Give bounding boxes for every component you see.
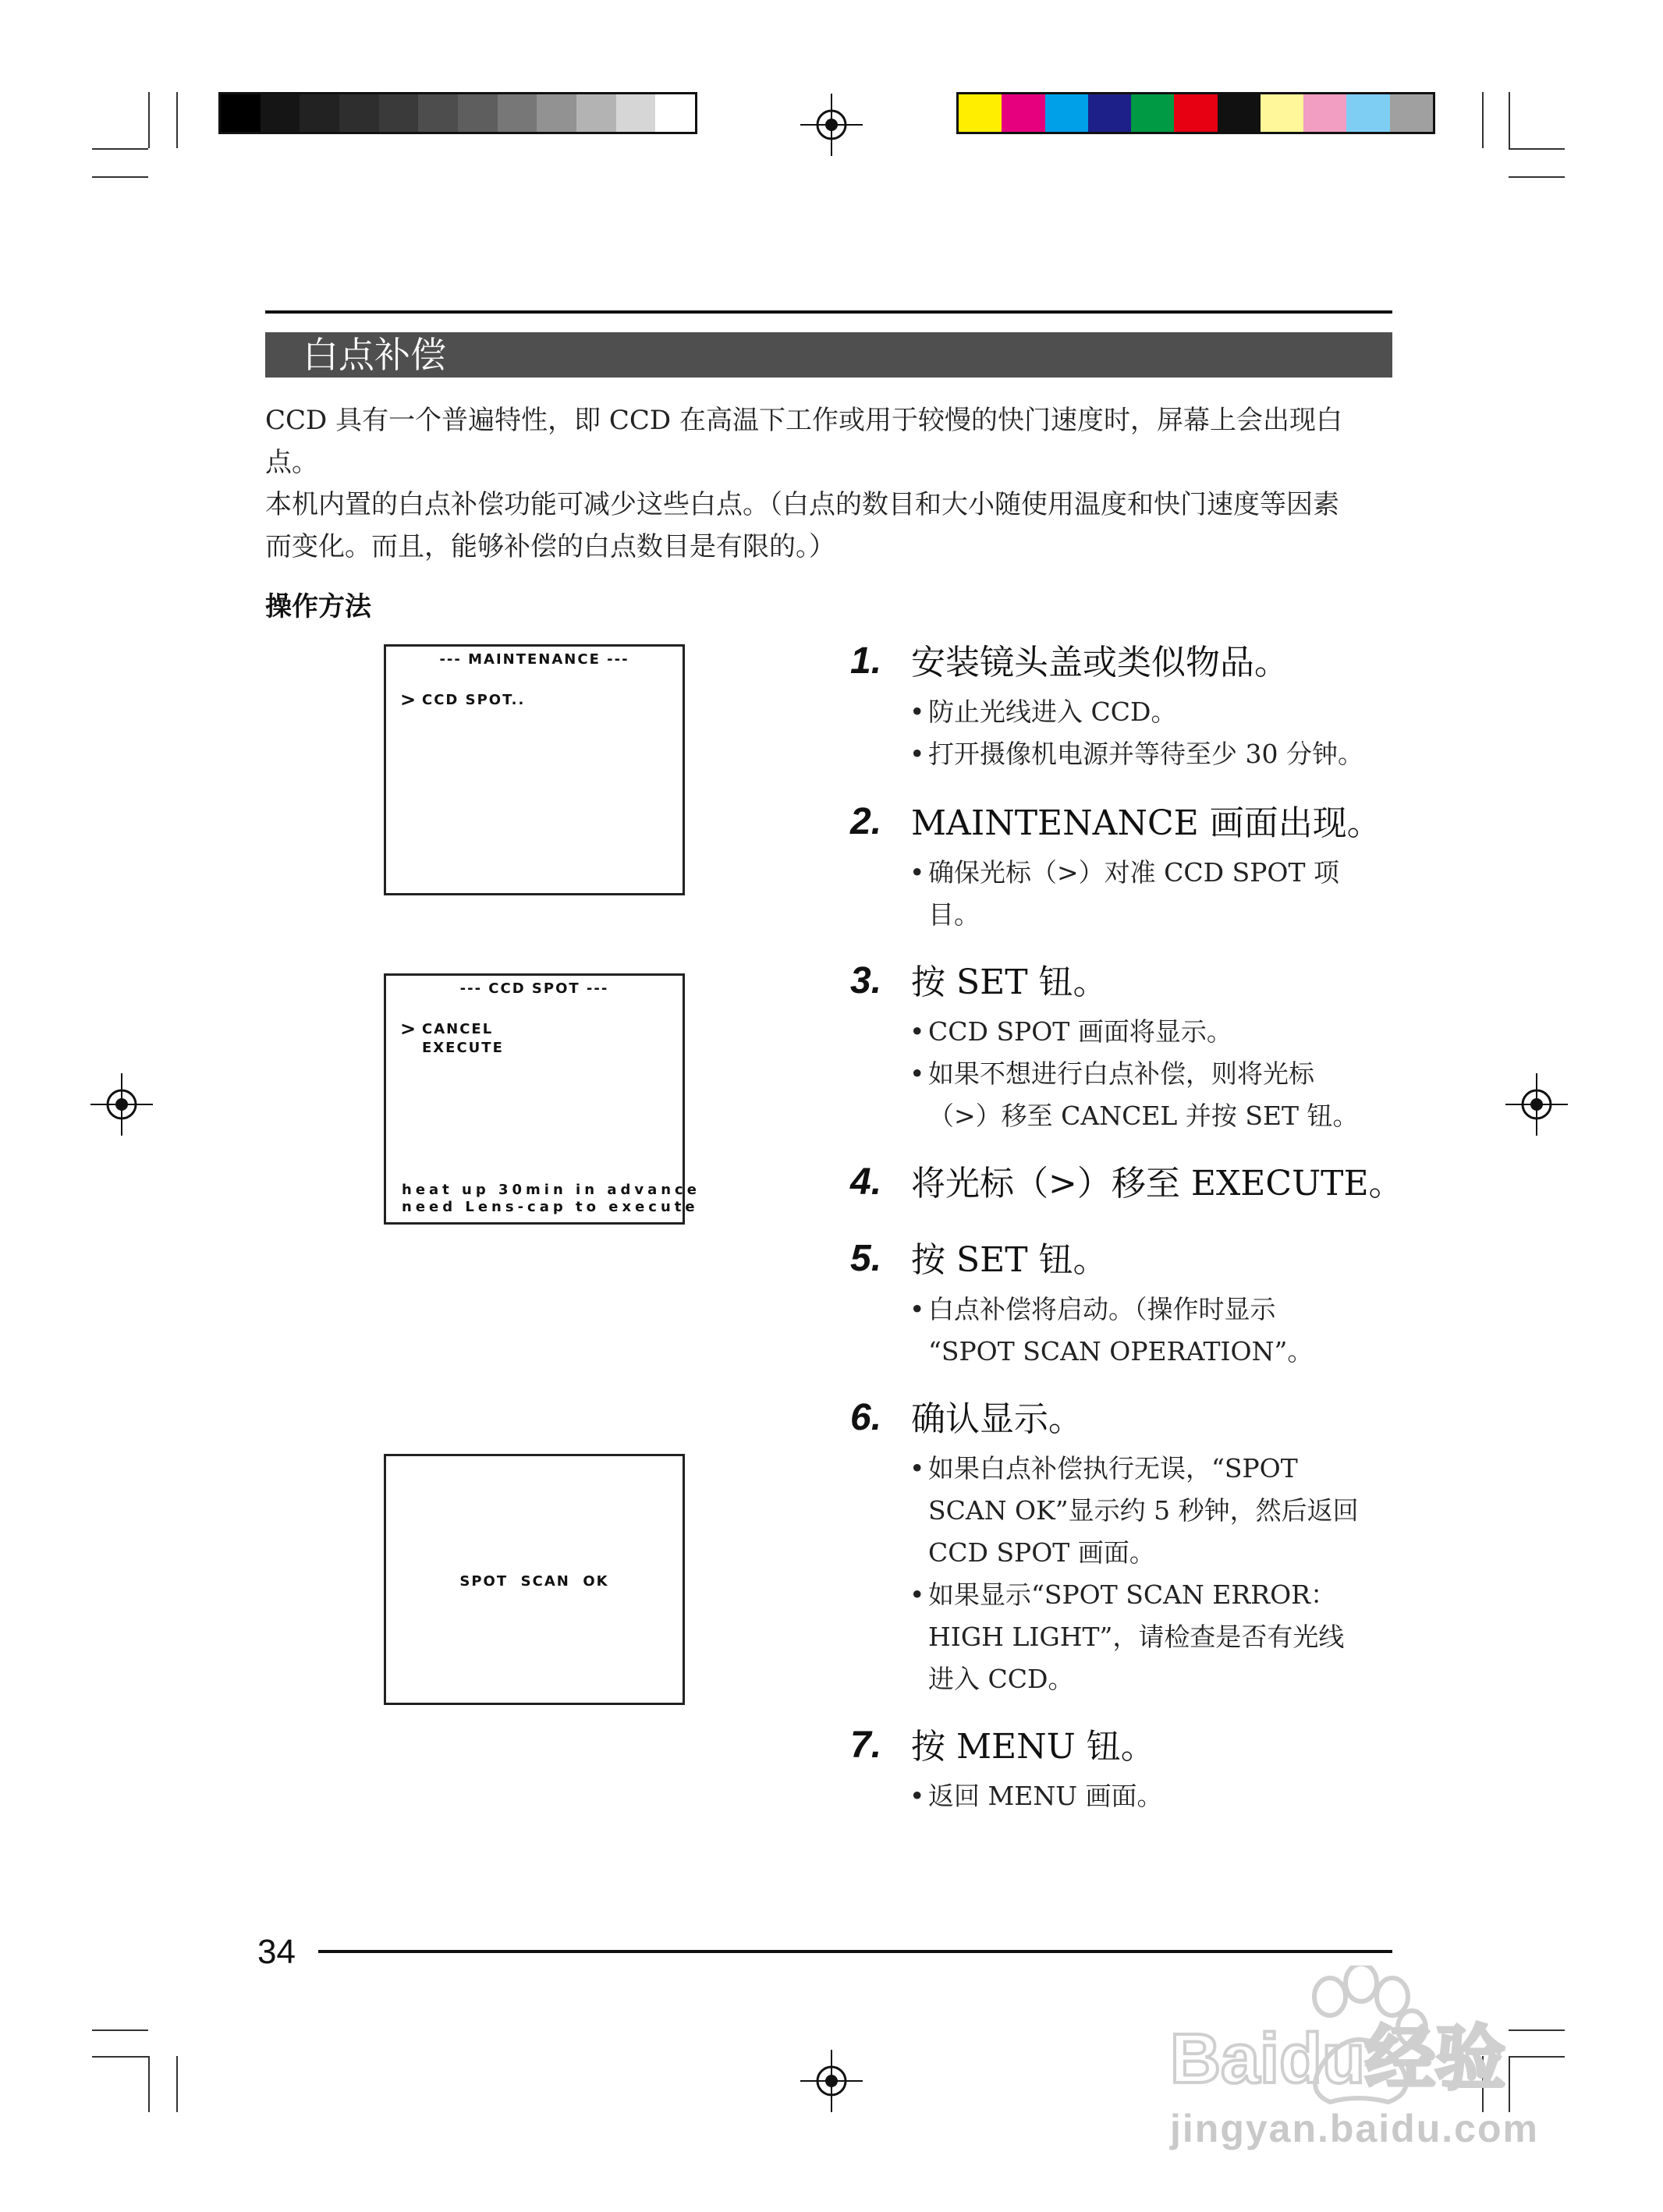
step-number: 2. — [850, 801, 882, 842]
calibration-swatch — [379, 94, 419, 132]
step-bullet: • 如果不想进行白点补偿，则将光标 （>）移至 CANCEL 并按 SET 钮。 — [910, 1058, 1359, 1131]
calibration-swatch — [339, 94, 379, 132]
screen-header: --- CCD SPOT --- — [459, 980, 609, 997]
step-title: 按 SET 钮。 — [911, 962, 1108, 1002]
grayscale-calibration-strip — [218, 92, 697, 134]
calibration-swatch — [1045, 94, 1088, 132]
registration-mark-icon — [90, 1073, 153, 1136]
intro-line: 而变化。而且，能够补偿的白点数目是有限的。） — [265, 531, 835, 562]
step-number: 6. — [850, 1397, 882, 1438]
screen-footer-line: need Lens-cap to execute — [402, 1199, 699, 1215]
section-title: 白点补偿 — [303, 334, 446, 376]
calibration-swatch — [261, 94, 300, 132]
step-title: 安装镜头盖或类似物品。 — [911, 643, 1289, 682]
intro-line: 本机内置的白点补偿功能可减少这些白点。（白点的数目和大小随使用温度和快门速度等因素 — [265, 489, 1339, 520]
crop-mark — [92, 176, 148, 178]
crop-mark — [148, 92, 150, 148]
registration-mark-icon — [800, 2050, 863, 2112]
step-bullet: • 打开摄像机电源并等待至少 30 分钟。 — [910, 739, 1363, 769]
ccd-spot-screen — [384, 973, 700, 1225]
screen-header: --- MAINTENANCE --- — [439, 651, 629, 668]
calibration-swatch — [1088, 94, 1131, 132]
calibration-swatch — [537, 94, 576, 132]
crop-mark — [1509, 148, 1565, 150]
menu-item-ccd-spot: CCD SPOT.. — [422, 692, 526, 708]
step-bullet: • 防止光线进入 CCD。 — [910, 697, 1177, 727]
step-bullet: • 确保光标（>）对准 CCD SPOT 项 目。 — [910, 857, 1339, 930]
watermark-url: jingyan.baidu.com — [1170, 2107, 1539, 2150]
registration-mark-icon — [800, 94, 863, 156]
bottom-rule — [318, 1950, 1392, 1953]
crop-mark — [1482, 92, 1484, 148]
calibration-swatch — [498, 94, 537, 132]
calibration-swatch — [1346, 94, 1389, 132]
screen-footer-line: heat up 30min in advance — [402, 1182, 700, 1198]
step-number: 4. — [850, 1161, 882, 1203]
crop-mark — [1509, 176, 1565, 178]
step-bullet: • 如果显示“SPOT SCAN ERROR： HIGH LIGHT”，请检查是否有光线 进入 CCD。 — [910, 1579, 1345, 1694]
calibration-swatch — [1390, 94, 1433, 132]
spot-scan-result-screen — [384, 1454, 685, 1705]
calibration-swatch — [300, 94, 339, 132]
step-title: 按 MENU 钮。 — [911, 1727, 1155, 1767]
menu-item-cancel: CANCEL — [422, 1021, 494, 1037]
crop-mark — [148, 2056, 150, 2112]
operation-heading: 操作方法 — [265, 591, 371, 622]
cursor-icon: > — [400, 689, 418, 711]
step-title: 将光标（>）移至 EXECUTE。 — [911, 1164, 1403, 1203]
crop-mark — [176, 2056, 178, 2112]
calibration-swatch — [418, 94, 458, 132]
crop-mark — [92, 2056, 148, 2058]
step-bullet: • 白点补偿将启动。（操作时显示 “SPOT SCAN OPERATION”。 — [910, 1294, 1314, 1367]
menu-item-execute: EXECUTE — [422, 1040, 504, 1056]
calibration-swatch — [1303, 94, 1346, 132]
maintenance-screen — [384, 644, 685, 895]
step-bullet: • CCD SPOT 画面将显示。 — [910, 1016, 1232, 1047]
step-bullet: • 如果白点补偿执行无误，“SPOT SCAN OK”显示约 5 秒钟，然后返回 CCD SPOT 画面。 — [910, 1453, 1359, 1568]
calibration-swatch — [959, 94, 1002, 132]
step-number: 5. — [850, 1238, 882, 1279]
scan-result-text: SPOT SCAN OK — [459, 1573, 609, 1590]
page-number: 34 — [257, 1933, 296, 1971]
calibration-swatch — [1174, 94, 1217, 132]
calibration-swatch — [1131, 94, 1174, 132]
step-title: MAINTENANCE 画面出现。 — [911, 803, 1381, 843]
color-calibration-strip — [956, 92, 1435, 134]
title-bar — [265, 332, 1392, 378]
step-number: 7. — [850, 1725, 882, 1766]
calibration-swatch — [1261, 94, 1303, 132]
cursor-icon: > — [400, 1018, 418, 1040]
crop-mark — [92, 148, 148, 150]
intro-line: 点。 — [265, 447, 318, 478]
calibration-swatch — [616, 94, 656, 132]
step-title: 确认显示。 — [911, 1399, 1083, 1439]
top-rule — [265, 310, 1392, 314]
calibration-swatch — [1218, 94, 1261, 132]
crop-mark — [92, 2029, 148, 2031]
registration-mark-icon — [1505, 1073, 1568, 1136]
step-title: 按 SET 钮。 — [911, 1240, 1108, 1280]
calibration-swatch — [458, 94, 498, 132]
step-bullet: • 返回 MENU 画面。 — [910, 1781, 1163, 1811]
step-number: 3. — [850, 960, 882, 1001]
crop-mark — [1509, 92, 1510, 148]
step-number: 1. — [850, 640, 882, 682]
calibration-swatch — [655, 94, 695, 132]
intro-line: CCD 具有一个普遍特性，即 CCD 在高温下工作或用于较慢的快门速度时，屏幕上会出现白 — [265, 405, 1342, 436]
calibration-swatch — [221, 94, 261, 132]
watermark-brand: Baidu经验 — [1170, 2020, 1506, 2098]
crop-mark — [176, 92, 178, 148]
calibration-swatch — [576, 94, 616, 132]
calibration-swatch — [1002, 94, 1044, 132]
